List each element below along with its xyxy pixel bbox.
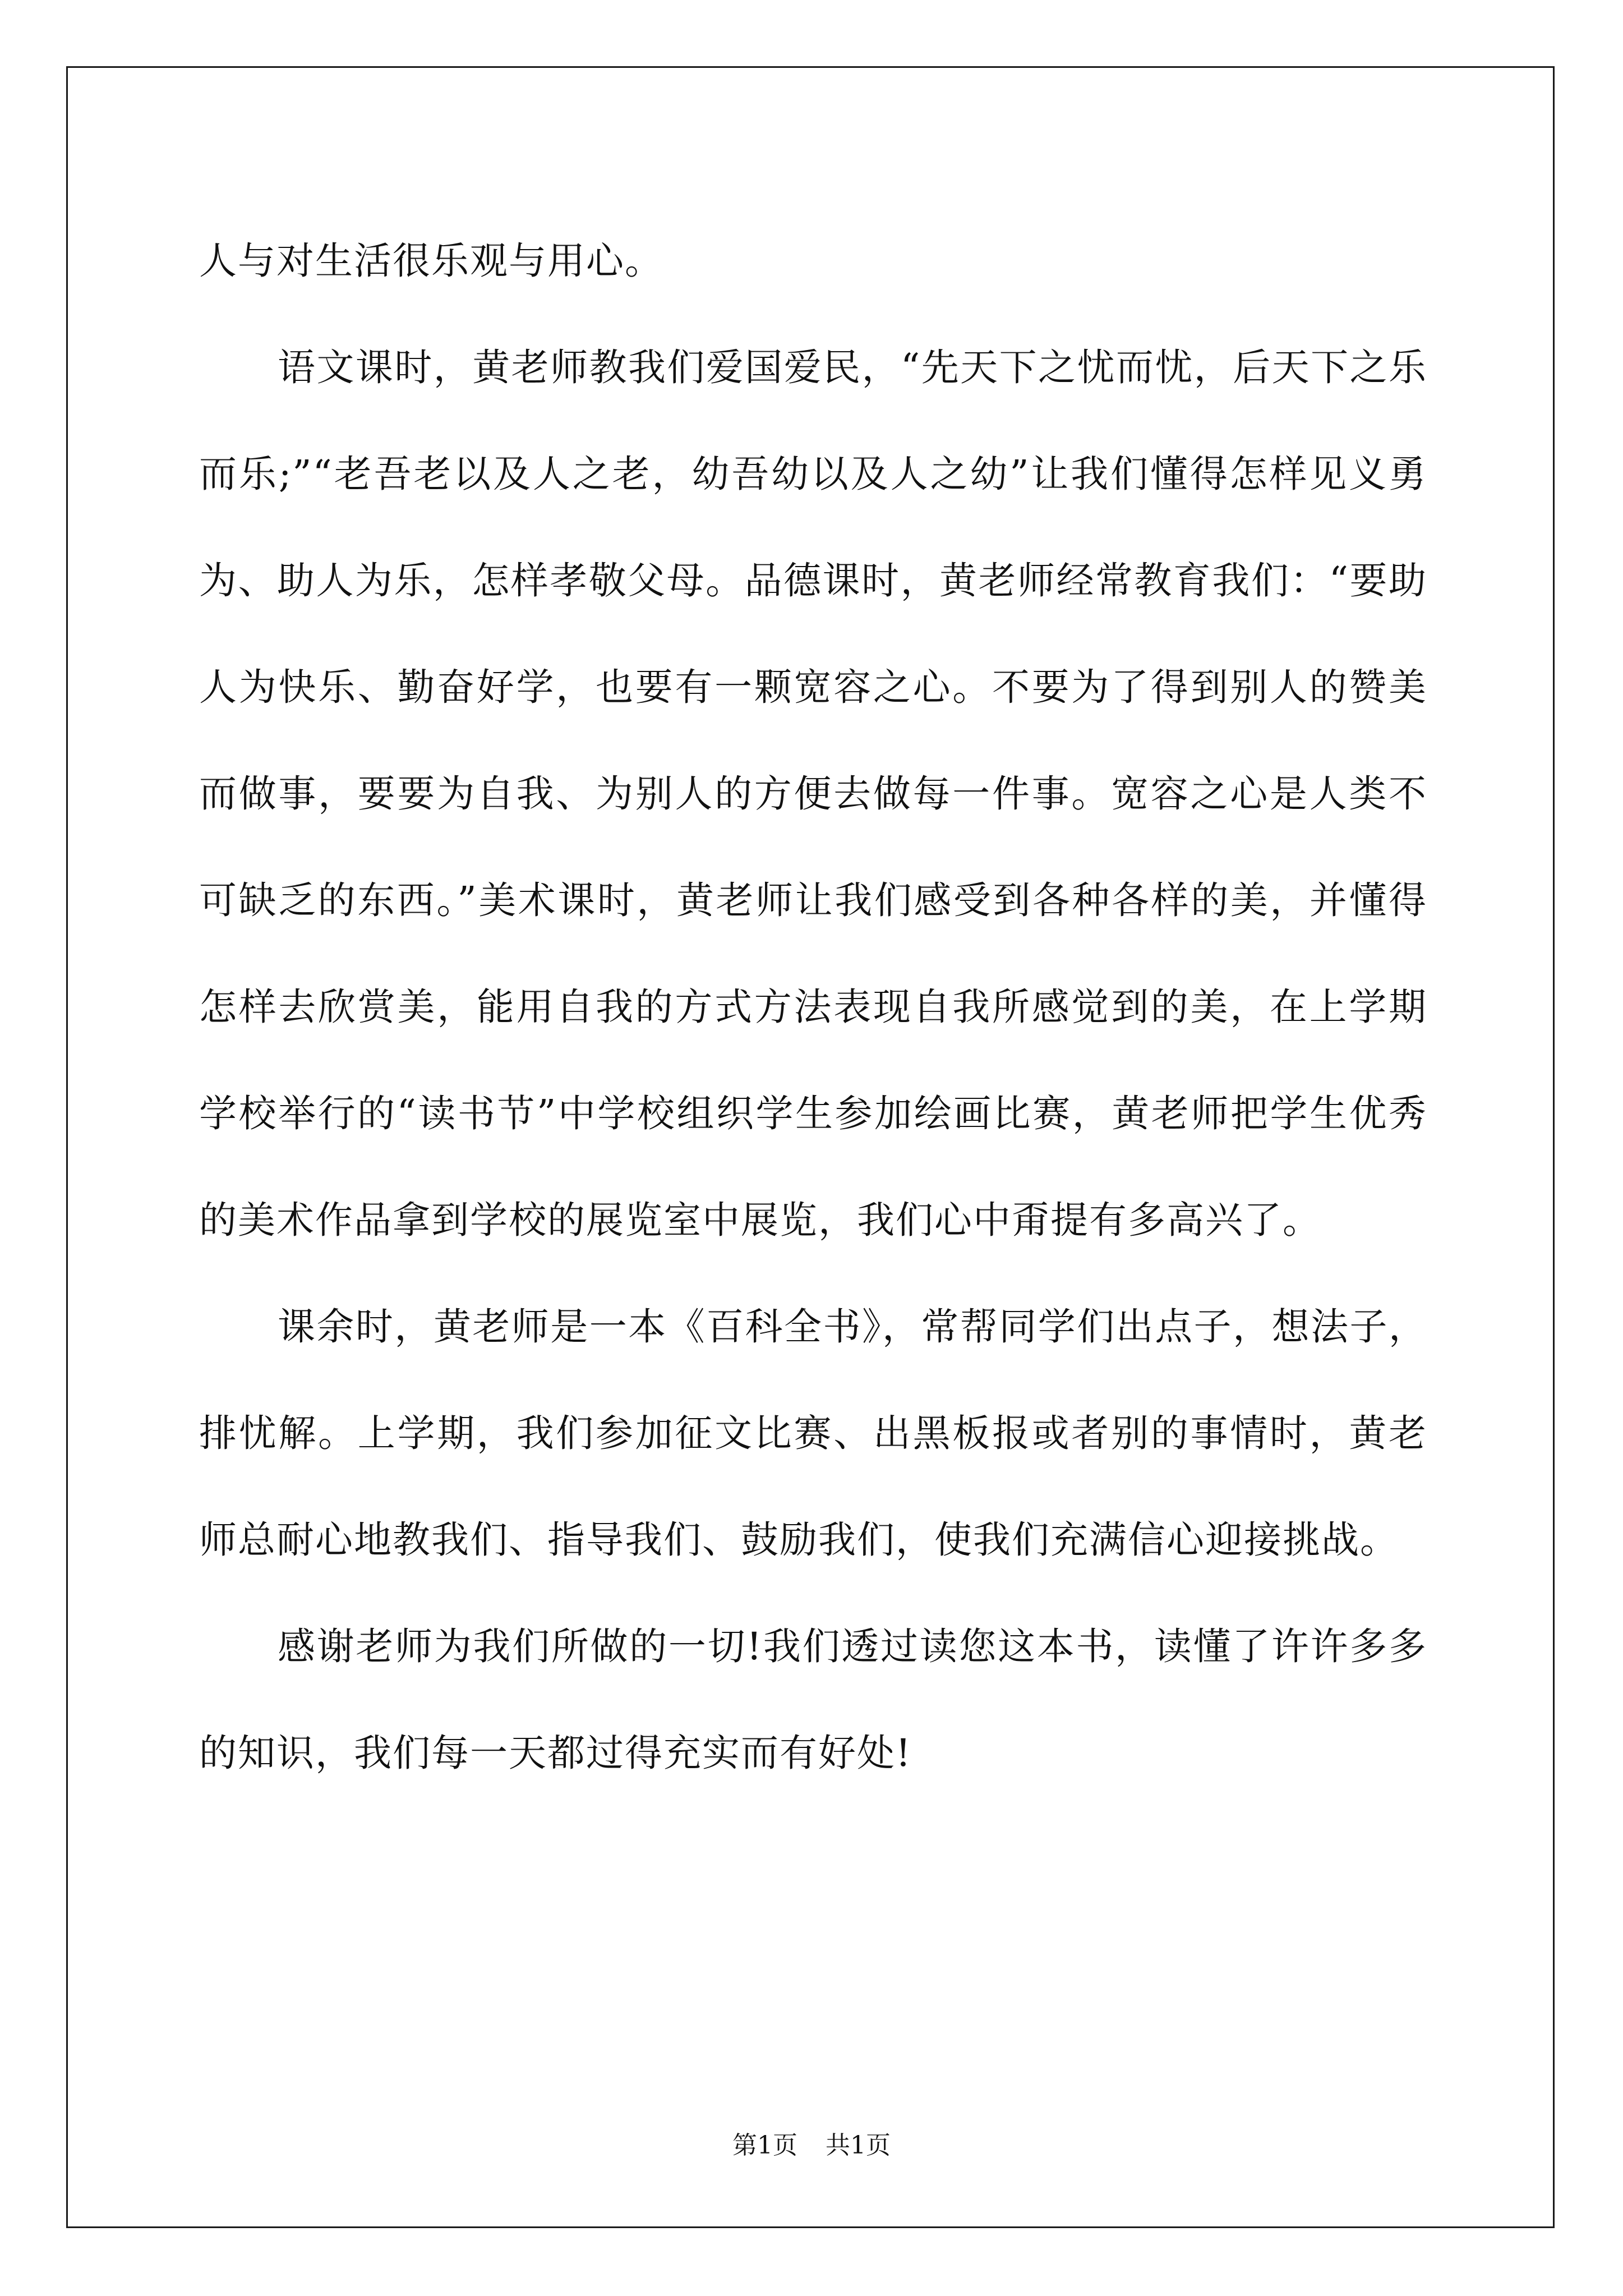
- page-footer: [0, 2129, 1623, 2162]
- document-body: [199, 208, 1427, 1806]
- paragraph-after-class: 课余时，黄老师是一本《百科全书》，常帮同学们出点子，想法子，排忧解。上学期，我们参加征文比赛、出黑板报或者别的事情时，黄老师总耐心地教我们、指导我们、鼓励我们，使我们充满信心迎接挑战。: [199, 1305, 1427, 1562]
- page-number: 第1页: [732, 2131, 797, 2160]
- paragraph-continuation: 人与对生活很乐观与用心。: [199, 239, 663, 283]
- paragraph-chinese-class: 语文课时，黄老师教我们爱国爱民，“先天下之忧而忧，后天下之乐而乐;”“老吾老以及人之老，幼吾幼以及人之幼”让我们懂得怎样见义勇为、助人为乐，怎样孝敬父母。品德课时，黄老师经常教育我们：“要助人为快乐、勤奋好学，也要有一颗宽容之心。不要为了得到别人的赞美而做事，要要为自我、为别人的方便去做每一件事。宽容之心是人类不可缺乏的东西。”美术课时，黄老师让我们感受到各种各样的美，并懂得怎样去欣赏美，能用自我的方式方法表现自我所感觉到的美，在上学期学校举行的“读书节”中学校组织学生参加绘画比赛，黄老师把学生优秀的美术作品拿到学校的展览室中展览，我们心中甭提有多高兴了。: [199, 346, 1427, 1242]
- page-total: 共1页: [826, 2131, 891, 2160]
- paragraph-thanks: 感谢老师为我们所做的一切!我们透过读您这本书，读懂了许许多多的知识，我们每一天都过得充实而有好处!: [199, 1625, 1427, 1775]
